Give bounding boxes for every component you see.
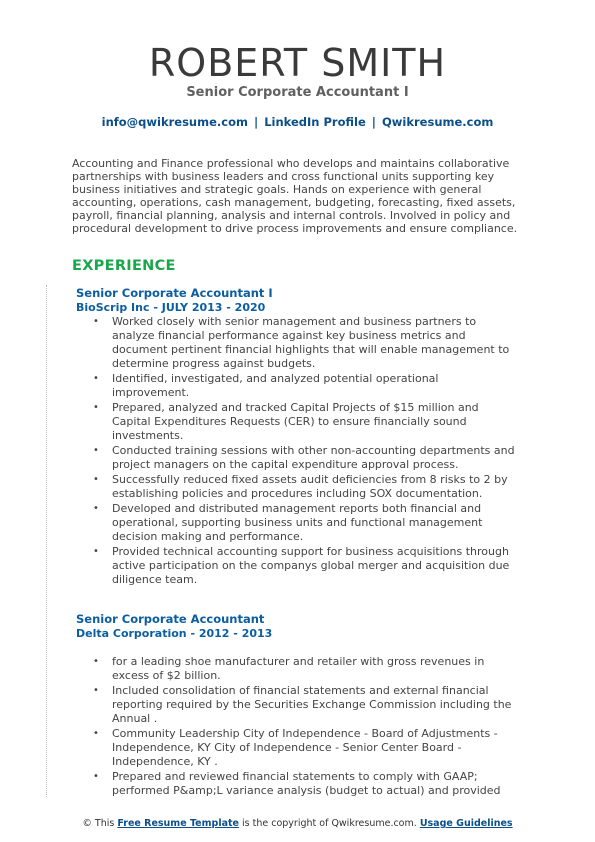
job-bullet: • Included consolidation of financial statements and external financial reporting required by the Securities Exchange Commission including the Annual .	[76, 684, 516, 726]
footer-copyright-text: is the copyright of Qwikresume.com.	[242, 818, 417, 829]
job-bullet: • Community Leadership City of Independence - Board of Adjustments - Independence, KY City of Independence - Senior Center Board - Independence, KY .	[76, 727, 516, 769]
job-entry-2	[76, 612, 516, 799]
footer	[0, 818, 595, 830]
job-bullet: • Successfully reduced fixed assets audit deficiencies from 8 risks to 2 by establishing policies and procedures including SOX documentation.	[76, 473, 516, 501]
footer-prefix: © This	[82, 818, 115, 829]
contact-separator: |	[253, 115, 259, 129]
free-resume-template-link[interactable]: Free Resume Template	[117, 818, 239, 829]
candidate-name: ROBERT SMITH	[148, 41, 447, 85]
email-link[interactable]: info@qwikresume.com	[101, 115, 248, 129]
contact-separator: |	[371, 115, 376, 129]
contact-line	[0, 115, 595, 129]
professional-summary: Accounting and Finance professional who develops and maintains collaborative partnerships with business leaders and cross functional units supporting key business initiatives and strategic goals. Hands on experience with general accounting, operations, cash management, budgeting, forecasting, fixed assets, payroll, financial planning, analysis and internal controls. Involved in policy and procedural development to drive process improvements and ensure compliance.	[72, 157, 518, 235]
job-entry-1	[76, 286, 516, 588]
job-bullet: • Conducted training sessions with other non-accounting departments and project managers on the capital expenditure approval process.	[76, 444, 516, 472]
linkedin-link[interactable]: LinkedIn Profile	[264, 115, 366, 129]
job-bullet-list	[76, 655, 516, 798]
timeline-divider	[46, 285, 47, 797]
job-company-dates: Delta Corporation - 2012 - 2013	[76, 627, 273, 640]
job-bullet: • Developed and distributed management reports both financial and operational, supporting business units and functional management decision making and performance.	[76, 502, 516, 544]
website-link[interactable]: Qwikresume.com	[382, 115, 494, 129]
experience-heading: EXPERIENCE	[72, 258, 176, 274]
job-title: Senior Corporate Accountant	[76, 612, 265, 626]
job-title: Senior Corporate Accountant I	[76, 286, 273, 300]
job-company-dates: BioScrip Inc - JULY 2013 - 2020	[76, 301, 266, 314]
job-bullet: • Provided technical accounting support for business acquisitions through active participation on the companys global merger and acquisition due diligence team.	[76, 545, 516, 587]
job-bullet: • Worked closely with senior management and business partners to analyze financial performance against key business metrics and document pertinent financial highlights that will enable management to determine progress against budgets.	[76, 315, 516, 371]
candidate-title: Senior Corporate Accountant I	[186, 85, 409, 100]
job-bullet: • Identified, investigated, and analyzed potential operational improvement.	[76, 372, 516, 400]
job-bullet: • for a leading shoe manufacturer and retailer with gross revenues in excess of $2 billion.	[76, 655, 516, 683]
job-bullet: • Prepared and reviewed financial statements to comply with GAAP; performed P&amp;L variance analysis (budget to actual) and provided	[76, 770, 516, 798]
job-bullet-list	[76, 315, 516, 587]
job-bullet: • Prepared, analyzed and tracked Capital Projects of $15 million and Capital Expenditures Requests (CER) to ensure financially sound investments.	[76, 401, 516, 443]
usage-guidelines-link[interactable]: Usage Guidelines	[419, 818, 513, 829]
